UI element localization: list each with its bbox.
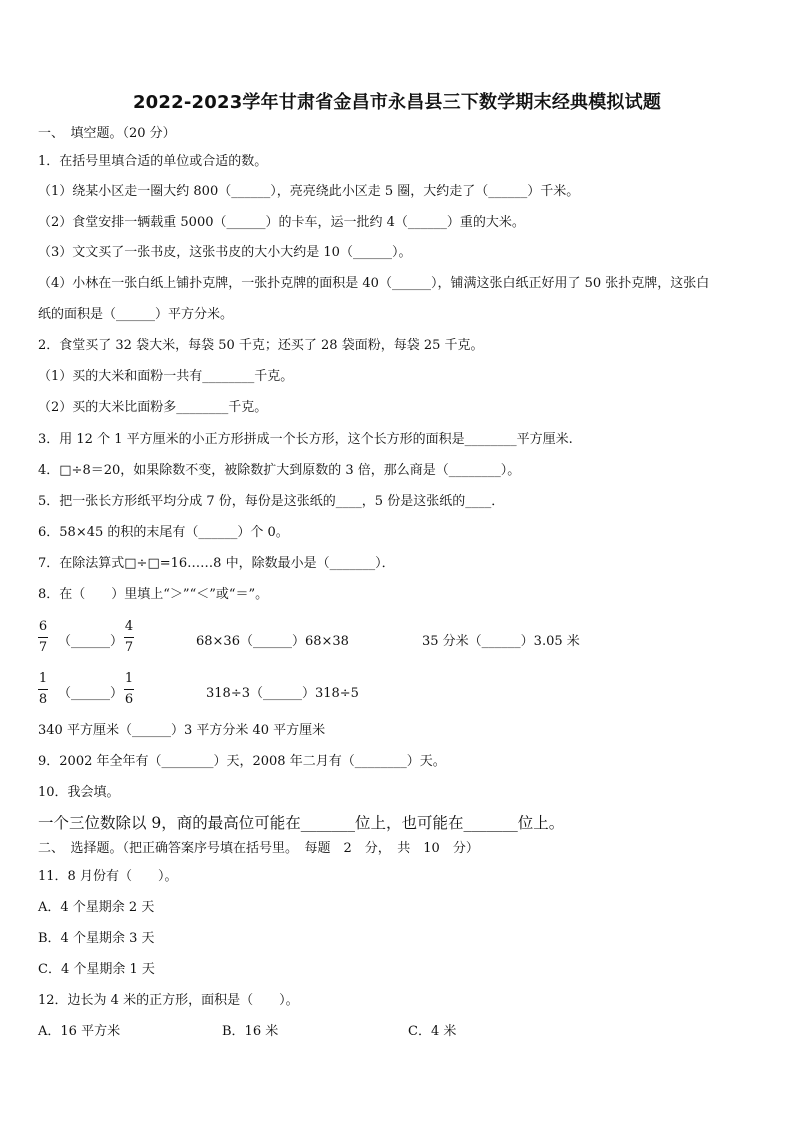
- question-12-stem: 12．边长为 4 米的正方形，面积是（ ）。: [38, 993, 299, 1008]
- question-1-sub-4-line-2: 纸的面积是（______）平方分米。: [38, 307, 234, 322]
- denominator: 7: [38, 640, 48, 655]
- question-12-option-c: C．4 米: [408, 1024, 457, 1039]
- question-1-sub-4-line-1: （4）小林在一张白纸上铺扑克牌，一张扑克牌的面积是 40（______），铺满这张白纸正好用了 50 张扑克牌，这张白: [38, 276, 710, 291]
- question-10-stem: 10．我会填。: [38, 785, 120, 800]
- compare-blank: （______）: [58, 634, 124, 649]
- fraction-bar: [124, 689, 134, 690]
- fraction-six-sevenths: [38, 619, 48, 656]
- question-11-option-a: A．4 个星期余 2 天: [38, 900, 155, 915]
- comparison-quotient: 318÷3（______）318÷5: [206, 686, 359, 701]
- section-heading-choice: 二、 选择题。（把正确答案序号填在括号里。 每题 2 分， 共 10 分）: [38, 841, 479, 856]
- question-1-stem: 1．在括号里填合适的单位或合适的数。: [38, 154, 268, 169]
- question-2-sub-2: （2）买的大米比面粉多________千克。: [38, 400, 268, 415]
- fraction-bar: [38, 689, 48, 690]
- question-11-option-b: B．4 个星期余 3 天: [38, 931, 155, 946]
- question-12-option-b: B．16 米: [222, 1024, 279, 1039]
- question-12-option-a: A．16 平方米: [38, 1024, 121, 1039]
- numerator: 1: [38, 671, 48, 686]
- question-9: 9．2002 年全年有（________）天，2008 年二月有（________）天。: [38, 754, 446, 769]
- compare-blank: （______）: [58, 686, 124, 701]
- question-8-stem: 8．在（ ）里填上“＞”“＜”或“＝”。: [38, 587, 269, 602]
- numerator: 1: [124, 671, 134, 686]
- numerator: 4: [124, 619, 134, 634]
- fraction-bar: [124, 637, 134, 638]
- question-11-option-c: C．4 个星期余 1 天: [38, 962, 155, 977]
- question-1-sub-3: （3）文文买了一张书皮，这张书皮的大小大约是 10（______）。: [38, 245, 412, 260]
- fraction-four-sevenths: [124, 619, 134, 656]
- page-title: 2022-2023学年甘肃省金昌市永昌县三下数学期末经典模拟试题: [132, 92, 662, 113]
- denominator: 8: [38, 692, 48, 707]
- fraction-one-eighth: [38, 671, 48, 708]
- comparison-length: 35 分米（______）3.05 米: [422, 634, 580, 649]
- comparison-area: 340 平方厘米（______）3 平方分米 40 平方厘米: [38, 723, 326, 738]
- question-10-body: 一个三位数除以 9，商的最高位可能在_______位上，也可能在_______位上。: [38, 814, 565, 832]
- section-heading-fill: 一、 填空题。（20 分）: [38, 126, 176, 141]
- question-11-stem: 11．8 月份有（ ）。: [38, 869, 178, 884]
- fraction-bar: [38, 637, 48, 638]
- question-6: 6．58×45 的积的末尾有（______）个 0。: [38, 525, 289, 540]
- question-1-sub-2: （2）食堂安排一辆载重 5000（______）的卡车，运一批约 4（______）重的大米。: [38, 215, 525, 230]
- question-2-sub-1: （1）买的大米和面粉一共有________千克。: [38, 369, 294, 384]
- denominator: 7: [124, 640, 134, 655]
- question-1-sub-1: （1）绕某小区走一圈大约 800（______），亮亮绕此小区走 5 圈，大约走了（______）千米。: [38, 184, 580, 199]
- comparison-product: 68×36（______）68×38: [196, 634, 349, 649]
- question-5: 5．把一张长方形纸平均分成 7 份，每份是这张纸的____，5 份是这张纸的____．: [38, 494, 505, 509]
- question-7: 7．在除法算式□÷□=16……8 中，除数最小是（_______）．: [38, 556, 395, 571]
- numerator: 6: [38, 619, 48, 634]
- question-3: 3．用 12 个 1 平方厘米的小正方形拼成一个长方形，这个长方形的面积是________平方厘米.: [38, 432, 573, 447]
- question-2-stem: 2．食堂买了 32 袋大米，每袋 50 千克；还买了 28 袋面粉，每袋 25 千克。: [38, 338, 484, 353]
- fraction-one-sixth: [124, 671, 134, 708]
- denominator: 6: [124, 692, 134, 707]
- question-4: 4．□÷8＝20，如果除数不变，被除数扩大到原数的 3 倍，那么商是（________）。: [38, 463, 521, 478]
